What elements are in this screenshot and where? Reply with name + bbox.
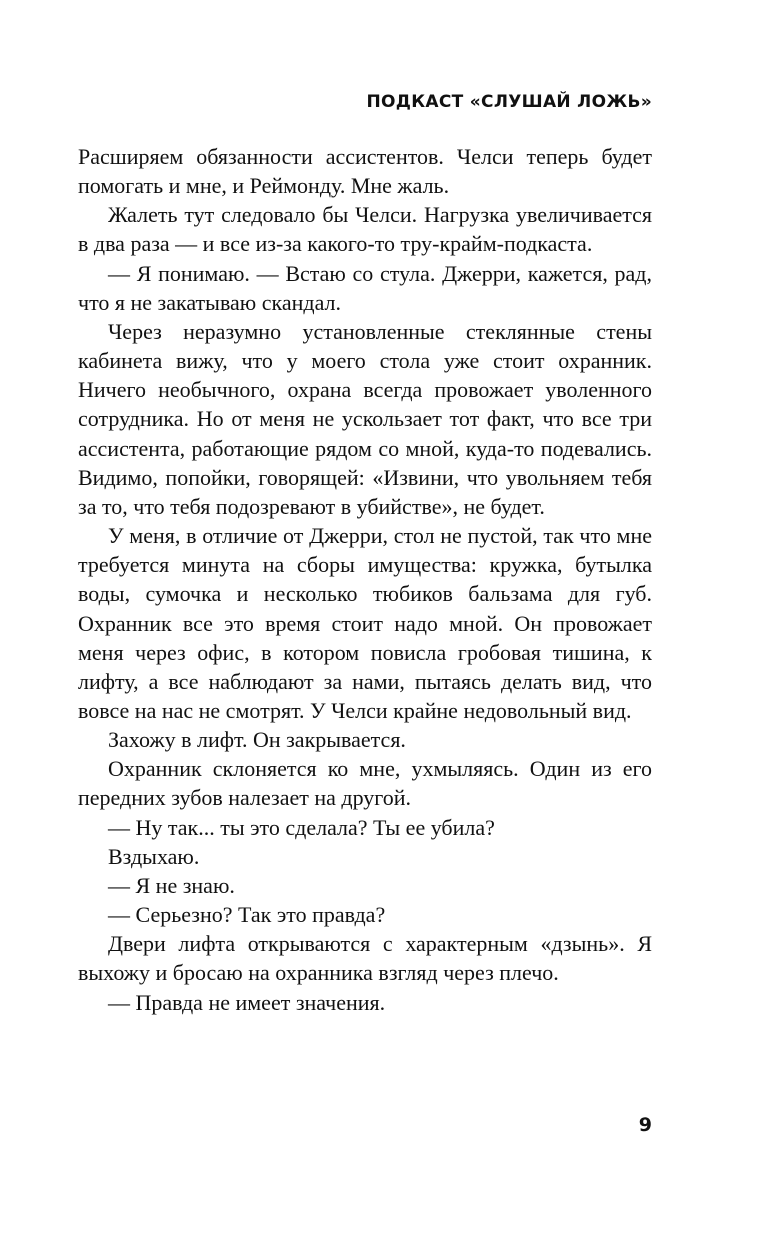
paragraph-5: У меня, в отличие от Джерри, стол не пустой, так что мне требуется минута на сборы имущества: кружка, бутылка воды, сумочка и несколько тюбиков бальзама для губ. Охранник все это время стоит надо мной. Он провожает меня через офис, в котором повисла гробовая тишина, к лифту, а все наблюдают за нами, пытаясь делать вид, что вовсе на нас не смотрят. У Челси крайне недовольный вид.: [78, 523, 652, 723]
paragraph-11: — Серьезно? Так это правда?: [108, 902, 386, 928]
body-text: [78, 142, 652, 1017]
page-number: 9: [638, 1114, 652, 1136]
paragraph-2: Жалеть тут следовало бы Челси. Нагрузка увеличивается в два раза — и все из-за какого-то тру-крайм-подкаста.: [78, 202, 652, 257]
paragraph-4: Через неразумно установленные стеклянные стены кабинета вижу, что у моего стола уже стоит охранник. Ничего необычного, охрана всегда провожает уволенного сотрудника. Но от меня не ускользает тот факт, что все три ассистента, работающие рядом со мной, куда-то подевались. Видимо, попойки, говорящей: «Извини, что увольняем тебя за то, что тебя подозревают в убийстве», не будет.: [78, 318, 652, 519]
paragraph-9: Вздыхаю.: [108, 843, 200, 869]
paragraph-10: — Я не знаю.: [108, 872, 235, 898]
paragraph-13: — Правда не имеет значения.: [108, 989, 386, 1015]
paragraph-3: — Я понимаю. — Встаю со стула. Джерри, кажется, рад, что я не закатываю скандал.: [78, 260, 652, 315]
paragraph-6: Захожу в лифт. Он закрывается.: [108, 727, 406, 753]
paragraph-7: Охранник склоняется ко мне, ухмыляясь. Один из его передних зубов налезает на другой.: [78, 756, 652, 811]
paragraph-1: Расширяем обязанности ассистентов. Челси теперь будет помогать и мне, и Реймонду. Мне жаль.: [78, 144, 652, 199]
paragraph-8: — Ну так... ты это сделала? Ты ее убила?: [108, 814, 495, 840]
running-header: ПОДКАСТ «СЛУШАЙ ЛОЖЬ»: [366, 92, 652, 112]
paragraph-12: Двери лифта открываются с характерным «дзынь». Я выхожу и бросаю на охранника взгляд через плечо.: [78, 931, 652, 986]
